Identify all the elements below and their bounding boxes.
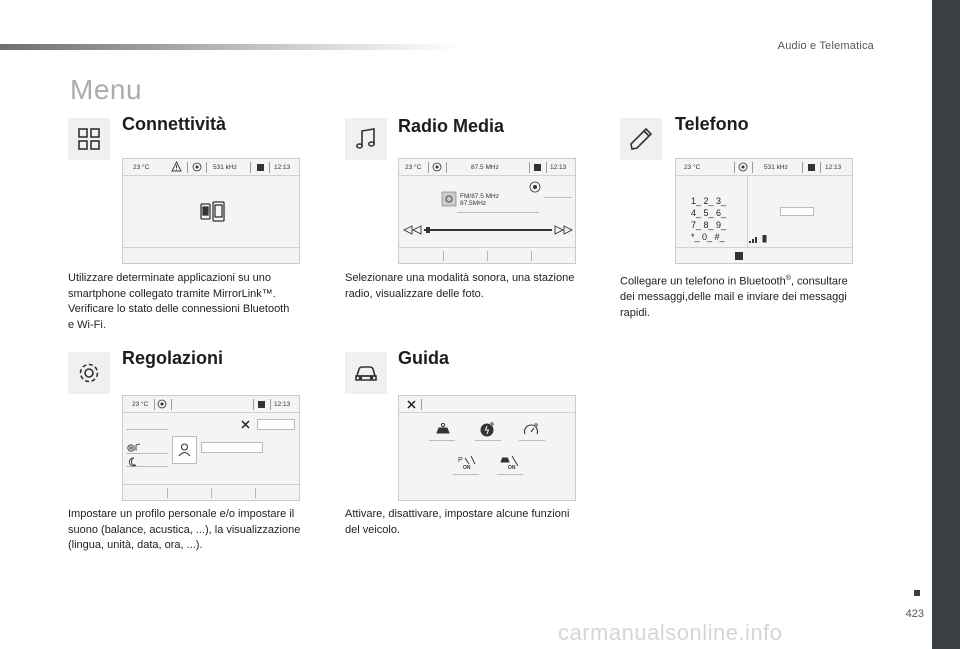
desc-line: Utilizzare determinate applicazioni su uno [68, 272, 271, 284]
settings-option-field[interactable] [201, 442, 263, 453]
section-title-radio-media: Radio Media [398, 116, 505, 136]
radio-signal-icon [529, 181, 541, 195]
desc-line: Verificare lo stato delle connessioni Bluetooth [68, 303, 290, 315]
wifi-badge-icon [192, 162, 202, 174]
desc-line: Selezionare una modalità sonora, una stazione [345, 272, 575, 284]
device-icon [533, 163, 543, 174]
frequency-slider-thumb[interactable] [426, 227, 430, 233]
screen-radio-media [398, 158, 576, 264]
desc-line: suono (balance, acustica, ...), la visualizzazione [68, 523, 301, 536]
status-bar [399, 396, 575, 413]
device-icon [256, 163, 266, 174]
speedometer-icon[interactable] [523, 422, 539, 440]
registered-mark: ® [785, 275, 791, 282]
device-icon [257, 400, 267, 411]
status-bar [676, 159, 852, 176]
music-note-icon [345, 118, 387, 160]
close-x-icon[interactable] [407, 400, 416, 411]
status-time: 12:13 [550, 164, 567, 171]
section-title-regolazioni: Regolazioni [122, 348, 224, 368]
status-bar [123, 396, 299, 413]
eco-mode-icon[interactable] [478, 420, 496, 440]
station-freq: 87.5MHz [460, 200, 487, 207]
on-label: ON [463, 465, 471, 471]
station-name: FM/87.5 MHz [460, 193, 500, 200]
header-gradient-bar [0, 44, 460, 50]
screen-connettivita [122, 158, 300, 264]
status-time: 12:13 [274, 164, 291, 171]
section-title-connettivita: Connettività [122, 114, 227, 134]
contacts-icon[interactable] [734, 251, 744, 263]
keypad-row[interactable]: 4_ 5_ 6_ [691, 208, 727, 218]
section-title-telefono: Telefono [675, 114, 749, 134]
audio-settings-icon[interactable] [127, 443, 141, 455]
wifi-badge-icon [738, 162, 748, 174]
bottom-bar [676, 247, 852, 263]
screen-regolazioni [122, 395, 300, 501]
device-icon [807, 163, 817, 174]
status-time: 12:13 [274, 401, 291, 408]
wifi-badge-icon [432, 162, 442, 174]
description-radio-media [345, 271, 605, 302]
desc-line: e Wi-Fi. [68, 318, 106, 331]
status-time: 12:13 [825, 164, 842, 171]
screen-telefono [675, 158, 853, 264]
desc-line: del veicolo. [345, 523, 401, 536]
wifi-badge-icon [157, 399, 167, 411]
section-title-guida: Guida [398, 348, 450, 368]
bottom-bar [123, 247, 299, 263]
status-temp: 23 °C [405, 164, 422, 171]
frequency-slider[interactable] [424, 229, 552, 231]
page-marker [914, 590, 920, 596]
description-telefono [620, 271, 890, 321]
mirrorlink-icon[interactable] [199, 201, 227, 225]
seek-back-icon[interactable] [403, 225, 423, 237]
settings-gear-icon [68, 352, 110, 394]
status-temp: 23 °C [132, 401, 149, 408]
status-bar [123, 159, 299, 176]
desc-text: , consultare [790, 275, 848, 288]
on-label: ON [508, 465, 516, 471]
desc-line: Attivare, disattivare, impostare alcune funzioni [345, 508, 570, 520]
status-freq: 531 kHz [764, 164, 788, 171]
status-freq: 531 kHz [213, 164, 237, 171]
profile-field[interactable] [257, 419, 295, 430]
screen-guida [398, 395, 576, 501]
driving-aid-car-icon[interactable] [435, 422, 451, 440]
desc-line [620, 271, 890, 290]
svg-text:P: P [458, 457, 463, 464]
desc-text: Collegare un telefono in Bluetooth [620, 275, 786, 288]
station-logo-icon [441, 191, 457, 209]
keypad-row[interactable]: 7_ 8_ 9_ [691, 220, 727, 230]
keypad-row[interactable]: *_ 0_ #_ [691, 232, 725, 242]
number-display-field[interactable] [780, 207, 814, 216]
night-moon-icon[interactable] [128, 457, 137, 469]
phone-handset-icon [620, 118, 662, 160]
status-temp: 23 °C [133, 164, 150, 171]
bottom-bar [399, 247, 575, 263]
desc-line: smartphone collegato tramite MirrorLink™. [68, 287, 276, 300]
close-x-icon[interactable] [241, 420, 250, 431]
apps-grid-icon [68, 118, 110, 160]
desc-line: Impostare un profilo personale e/o impostare il [68, 508, 295, 520]
profile-tile[interactable] [172, 436, 197, 464]
description-guida [345, 507, 605, 538]
page-number: 423 [905, 608, 924, 620]
page-title: Menu [70, 74, 143, 105]
signal-strength-icon [749, 235, 761, 245]
status-bar [399, 159, 575, 176]
dial-keypad[interactable] [691, 195, 726, 243]
desc-line: dei messaggi,delle mail e inviare dei messaggi [620, 291, 847, 304]
desc-line: rapidi. [620, 306, 650, 319]
seek-forward-icon[interactable] [553, 225, 573, 237]
watermark: carmanualsonline.info [558, 620, 783, 645]
bottom-bar [123, 484, 299, 500]
keypad-row[interactable]: 1_ 2_ 3_ [691, 196, 727, 206]
warning-icon [171, 161, 182, 174]
desc-line: (lingua, unità, data, ora, ...). [68, 539, 203, 551]
chapter-name: Audio e Telematica [777, 40, 874, 52]
chapter-side-strip [932, 0, 960, 649]
description-connettivita [68, 271, 328, 333]
battery-icon [762, 234, 767, 245]
desc-line: radio, visualizzare delle foto. [345, 287, 484, 300]
description-regolazioni [68, 507, 338, 554]
status-temp: 23 °C [684, 164, 701, 171]
car-icon [345, 352, 387, 394]
status-freq: 87.5 MHz [471, 164, 499, 171]
